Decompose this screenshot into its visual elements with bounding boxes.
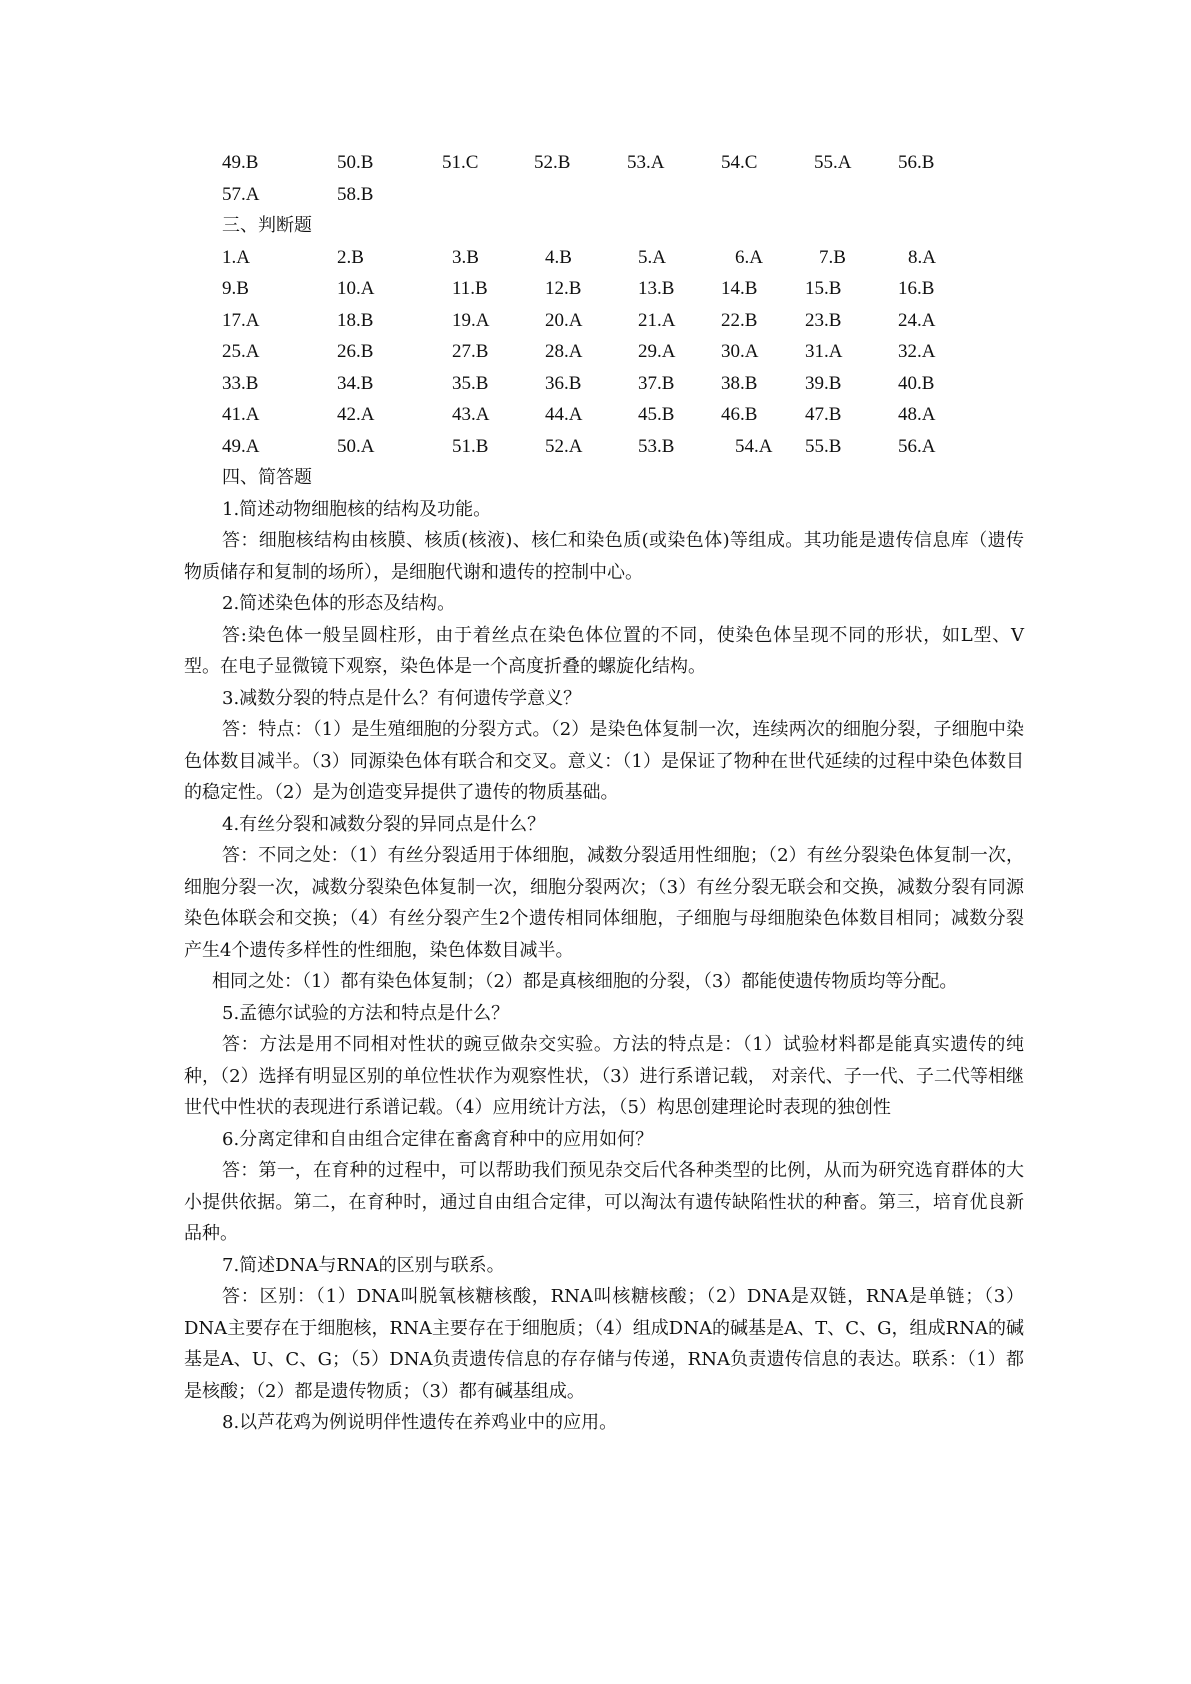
answer-paragraph: 答：特点：（1）是生殖细胞的分裂方式。（2）是染色体复制一次，连续两次的细胞分裂，子细胞中染色体数目减半。（3）同源染色体有联合和交叉。意义：（1）是保证了物种在世代延续的过程中染色体数目的稳定性。（2）是为创造变异提供了遗传的物质基础。 xyxy=(184,719,1024,803)
answer-item: 54.C xyxy=(721,152,758,173)
answer-item: 53.A xyxy=(627,152,665,173)
answer-item: 20.A xyxy=(545,309,583,331)
section-title: 三、判断题 xyxy=(222,215,312,236)
answer-paragraph: 答：区别：（1）DNA叫脱氧核糖核酸，RNA叫核糖核酸；（2）DNA是双链，RNA是单链；（3）DNA主要存在于细胞核，RNA主要存在于细胞质；（4）组成DNA的碱基是A、T、C、G，组成RNA的碱基是A、U、C、G；（5）DNA负责遗传信息的存存储与传递，RNA负责遗传信息的表达。联系：（1）都是核酸；（2）都是遗传物质；（3）都有碱基组成。 xyxy=(184,1286,1024,1402)
answer-paragraph: 答：不同之处：（1）有丝分裂适用于体细胞，减数分裂适用性细胞；（2）有丝分裂染色体复制一次，细胞分裂一次，减数分裂染色体复制一次，细胞分裂两次；（3）有丝分裂无联会和交换，减数分裂有同源染色体联会和交换；（4）有丝分裂产生2个遗传相同体细胞，子细胞与母细胞染色体数目相同；减数分裂产生4个遗传多样性的性细胞，染色体数目减半。 xyxy=(184,845,1024,961)
answer-item: 31.A xyxy=(805,341,843,362)
answer-item: 38.B xyxy=(721,372,758,394)
answer-item: 21.A xyxy=(638,309,676,331)
answer-paragraph: 相同之处：（1）都有染色体复制；（2）都是真核细胞的分裂，（3）都能使遗传物质均等分配。 xyxy=(212,971,958,992)
answer-item: 15.B xyxy=(805,278,842,299)
answer-item: 55.B xyxy=(805,435,842,457)
answer-item: 54.A xyxy=(735,435,773,457)
answer-item: 10.A xyxy=(337,278,375,299)
answer-item: 45.B xyxy=(638,404,675,425)
page-content xyxy=(184,147,1024,1439)
answer-item: 17.A xyxy=(222,309,260,331)
question: 1.简述动物细胞核的结构及功能。 xyxy=(222,498,492,520)
question: 2.简述染色体的形态及结构。 xyxy=(222,593,456,614)
answer-item: 25.A xyxy=(222,341,260,362)
answer-item: 33.B xyxy=(222,372,259,394)
answer-paragraph: 答：细胞核结构由核膜、核质(核液)、核仁和染色质(或染色体)等组成。其功能是遗传信息库（遗传物质储存和复制的场所），是细胞代谢和遗传的控制中心。 xyxy=(184,530,1024,583)
answer-item: 52.A xyxy=(545,435,583,457)
answer-item: 49.A xyxy=(222,435,260,457)
answer-item: 56.A xyxy=(898,435,936,457)
answer-row xyxy=(184,179,1024,211)
answer-row xyxy=(184,368,1024,400)
answer-item: 11.B xyxy=(452,278,488,299)
question: 3.减数分裂的特点是什么？有何遗传学意义？ xyxy=(222,687,582,709)
answer-row xyxy=(184,305,1024,337)
question: 6.分离定律和自由组合定律在畜禽育种中的应用如何？ xyxy=(222,1128,654,1150)
answer-row xyxy=(184,431,1024,463)
answer-item: 50.B xyxy=(337,152,374,173)
answer-item: 35.B xyxy=(452,372,489,394)
answer-item: 48.A xyxy=(898,404,936,425)
answer-item: 34.B xyxy=(337,372,374,394)
answer-item: 14.B xyxy=(721,278,758,299)
answer-item: 22.B xyxy=(721,309,758,331)
answer-item: 49.B xyxy=(222,152,259,173)
answer-item: 26.B xyxy=(337,341,374,362)
answer-item: 28.A xyxy=(545,341,583,362)
answer-item: 36.B xyxy=(545,372,582,394)
answer-row xyxy=(184,242,1024,274)
answer-row xyxy=(184,273,1024,305)
answer-item: 44.A xyxy=(545,404,583,425)
answer-item: 5.A xyxy=(638,246,666,268)
answer-item: 55.A xyxy=(814,152,852,173)
answer-item: 43.A xyxy=(452,404,490,425)
answer-item: 4.B xyxy=(545,246,572,268)
answer-item: 30.A xyxy=(721,341,759,362)
answer-item: 56.B xyxy=(898,152,935,173)
answer-item: 27.B xyxy=(452,341,489,362)
answer-item: 29.A xyxy=(638,341,676,362)
answer-item: 42.A xyxy=(337,404,375,425)
answer-item: 12.B xyxy=(545,278,582,299)
answer-item: 3.B xyxy=(452,246,479,268)
answer-item: 57.A xyxy=(222,183,260,205)
answer-item: 7.B xyxy=(819,246,846,268)
answer-item: 23.B xyxy=(805,309,842,331)
answer-item: 32.A xyxy=(898,341,936,362)
answer-item: 52.B xyxy=(534,152,571,173)
answer-item: 24.A xyxy=(898,309,936,331)
answer-item: 13.B xyxy=(638,278,675,299)
answer-item: 9.B xyxy=(222,278,249,299)
answer-item: 46.B xyxy=(721,404,758,425)
answer-item: 2.B xyxy=(337,246,364,268)
answer-item: 18.B xyxy=(337,309,374,331)
answer-item: 40.B xyxy=(898,372,935,394)
question: 4.有丝分裂和减数分裂的异同点是什么？ xyxy=(222,813,546,835)
answer-item: 58.B xyxy=(337,183,374,205)
answer-paragraph: 答：方法是用不同相对性状的豌豆做杂交实验。方法的特点是：（1）试验材料都是能真实遗传的纯种，（2）选择有明显区别的单位性状作为观察性状，（3）进行系谱记载， 对亲代、子一代、子二代等相继世代中性状的表现进行系谱记载。（4）应用统计方法，（5）构思创建理论时表现的独创性 xyxy=(184,1034,1024,1118)
section-title: 四、简答题 xyxy=(222,467,312,488)
answer-item: 1.A xyxy=(222,246,250,268)
answer-item: 39.B xyxy=(805,372,842,394)
answer-item: 8.A xyxy=(908,246,936,268)
question: 8.以芦花鸡为例说明伴性遗传在养鸡业中的应用。 xyxy=(222,1412,618,1433)
answer-item: 41.A xyxy=(222,404,260,425)
answer-item: 16.B xyxy=(898,278,935,299)
answer-paragraph: 答:染色体一般呈圆柱形，由于着丝点在染色体位置的不同，使染色体呈现不同的形状，如L型、V型。在电子显微镜下观察，染色体是一个高度折叠的螺旋化结构。 xyxy=(184,624,1024,677)
answer-row xyxy=(184,399,1024,431)
question: 7.简述DNA与RNA的区别与联系。 xyxy=(222,1254,505,1276)
answer-row xyxy=(184,147,1024,179)
answer-item: 51.B xyxy=(452,435,489,457)
answer-item: 37.B xyxy=(638,372,675,394)
answer-paragraph: 答：第一，在育种的过程中，可以帮助我们预见杂交后代各种类型的比例，从而为研究选育群体的大小提供依据。第二，在育种时，通过自由组合定律，可以淘汰有遗传缺陷性状的种畜。第三，培育优良新品种。 xyxy=(184,1160,1024,1244)
answer-item: 53.B xyxy=(638,435,675,457)
answer-item: 19.A xyxy=(452,309,490,331)
answer-item: 51.C xyxy=(442,152,479,173)
answer-item: 6.A xyxy=(735,246,763,268)
question: 5.孟德尔试验的方法和特点是什么？ xyxy=(222,1002,510,1024)
answer-item: 47.B xyxy=(805,404,842,425)
answer-row xyxy=(184,336,1024,368)
answer-item: 50.A xyxy=(337,435,375,457)
